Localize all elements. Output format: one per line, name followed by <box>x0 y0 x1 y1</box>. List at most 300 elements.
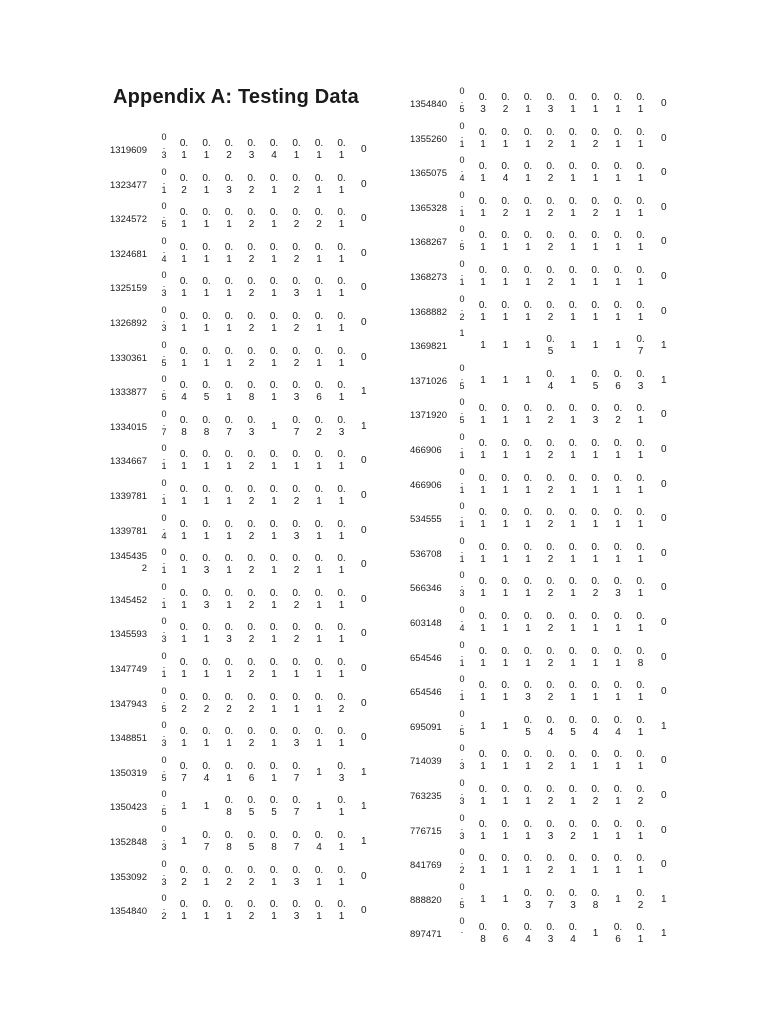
value-part: 0. <box>337 760 346 772</box>
value-cell <box>332 865 352 889</box>
value-part: 1 <box>637 207 644 219</box>
value-cell <box>496 922 516 946</box>
value-part: 2 <box>293 323 300 334</box>
first-value-part: . <box>162 660 166 670</box>
value-part: 0. <box>636 749 645 761</box>
value-part: 0. <box>613 230 623 242</box>
table-row <box>110 306 380 340</box>
value-cell <box>473 680 493 704</box>
first-value-part: 1 <box>459 328 465 339</box>
value-part: 1 <box>181 599 187 611</box>
value-part: 0. <box>247 795 256 807</box>
first-value-part: . <box>460 717 464 728</box>
value-part: 8 <box>271 842 277 853</box>
class-label: 0 <box>661 547 667 559</box>
value-part: 0. <box>478 541 488 553</box>
first-value-cell <box>158 825 170 852</box>
value-part: 0. <box>568 611 578 622</box>
value-part: 1 <box>316 703 322 715</box>
value-cell <box>174 726 194 750</box>
value-part: 0. <box>568 265 578 276</box>
value-cell <box>496 230 516 254</box>
value-cell <box>219 415 239 439</box>
row-id: 1326892 <box>110 318 147 329</box>
value-part: 0. <box>591 403 600 415</box>
value-cell <box>563 576 583 600</box>
value-cell <box>287 484 307 508</box>
row-id: 1339781 <box>110 525 147 537</box>
value-part: 4 <box>181 392 187 404</box>
value-part: 1 <box>203 357 210 369</box>
value-part: 2 <box>293 357 300 369</box>
table-row <box>410 295 680 329</box>
value-part: 1 <box>338 911 345 923</box>
value-part: 0. <box>568 576 578 588</box>
value-part: 1 <box>615 104 621 115</box>
value-part: 7 <box>637 346 644 358</box>
value-part: 1 <box>316 253 322 265</box>
value-part: 1 <box>637 623 644 634</box>
first-value-part: 0 <box>459 847 465 858</box>
value-cell <box>608 196 628 220</box>
value-cell <box>332 242 352 266</box>
first-value-part: 0 <box>161 651 167 661</box>
value-cell <box>197 173 217 197</box>
value-cell <box>473 473 493 497</box>
value-part: 1 <box>293 150 300 161</box>
value-part: 0. <box>591 265 600 276</box>
value-part: 1 <box>525 830 531 842</box>
value-part: 0. <box>247 726 256 738</box>
value-cell <box>518 375 538 387</box>
value-part: 0. <box>224 241 234 253</box>
value-part: 1 <box>570 173 576 185</box>
value-cell <box>174 311 194 335</box>
class-label: 1 <box>361 801 367 813</box>
value-part: 4 <box>203 772 210 784</box>
value-part: 1 <box>293 669 300 680</box>
first-value-part: 0 <box>161 478 167 488</box>
value-cell <box>496 507 516 531</box>
value-part: 0. <box>269 449 279 461</box>
value-part: 1 <box>637 726 644 738</box>
row-id: 534555 <box>410 514 442 526</box>
value-part: 1 <box>502 865 509 877</box>
value-part: 1 <box>480 374 486 386</box>
value-part: 3 <box>248 150 255 161</box>
value-part: 0. <box>568 92 578 103</box>
value-part: 1 <box>316 496 322 507</box>
value-cell <box>496 92 516 116</box>
value-part: 0. <box>523 611 533 622</box>
value-part: 0. <box>224 760 234 772</box>
value-part: 2 <box>547 623 554 634</box>
value-part: 0. <box>546 403 555 415</box>
value-part: 0. <box>337 553 346 565</box>
value-cell <box>264 622 284 646</box>
value-cell <box>242 761 262 785</box>
first-value-cell <box>158 756 170 783</box>
value-cell <box>586 473 606 497</box>
value-part: 0. <box>546 230 555 242</box>
value-part: 0. <box>314 864 324 876</box>
row-id: 776715 <box>410 825 442 837</box>
value-part: 0. <box>314 241 324 253</box>
value-part: 2 <box>248 530 255 542</box>
value-part: 1 <box>570 865 576 877</box>
value-cell <box>264 657 284 681</box>
value-part: 0. <box>202 276 211 288</box>
value-cell <box>586 853 606 877</box>
value-cell <box>496 340 516 352</box>
value-cell <box>563 749 583 773</box>
value-cell <box>608 819 628 843</box>
value-cell <box>541 403 561 427</box>
table-row <box>410 87 680 121</box>
value-part: 1 <box>338 323 345 334</box>
value-part: 0. <box>501 92 510 103</box>
value-part: 0. <box>224 726 234 738</box>
value-part: 1 <box>592 450 599 461</box>
value-cell <box>563 340 583 352</box>
value-part: 1 <box>502 623 509 634</box>
value-cell <box>219 138 239 162</box>
value-part: 0. <box>523 126 533 138</box>
first-value-part: 4 <box>459 173 465 184</box>
class-label: 1 <box>661 893 667 905</box>
value-cell <box>332 415 352 439</box>
value-part: 1 <box>203 150 210 161</box>
value-cell <box>309 346 329 370</box>
first-value-part: . <box>460 198 464 209</box>
value-part: 2 <box>592 796 599 807</box>
value-cell <box>608 784 628 808</box>
value-part: 2 <box>592 138 599 150</box>
value-part: 0. <box>501 161 510 173</box>
table-row <box>410 779 680 813</box>
value-cell <box>332 207 352 231</box>
class-label: 0 <box>361 628 367 640</box>
value-cell <box>496 784 516 808</box>
value-part: 1 <box>226 565 232 577</box>
value-part: 0. <box>636 611 645 622</box>
value-part: 0. <box>501 784 510 795</box>
value-cell <box>496 542 516 566</box>
value-part: 1 <box>592 865 599 877</box>
first-value-part: . <box>460 787 464 797</box>
value-cell <box>608 715 628 739</box>
row-id: 1368882 <box>410 306 447 318</box>
value-cell <box>332 588 352 612</box>
value-part: 0. <box>613 749 623 761</box>
value-part: 0. <box>269 622 279 634</box>
value-part: 1 <box>316 150 322 161</box>
value-part: 2 <box>248 599 255 611</box>
first-value-part: 0 <box>161 581 167 592</box>
row-id: 1345593 <box>110 629 147 641</box>
value-cell <box>309 553 329 577</box>
value-part: 2 <box>248 323 255 334</box>
first-value-part: . <box>460 164 464 175</box>
value-cell <box>586 300 606 324</box>
value-part: 1 <box>181 357 187 369</box>
value-cell <box>332 484 352 508</box>
value-part: 0. <box>337 830 346 841</box>
class-label: 1 <box>361 386 367 398</box>
value-part: 0. <box>337 311 346 322</box>
value-part: 8 <box>181 426 187 438</box>
value-part: 3 <box>293 530 300 542</box>
value-cell <box>541 680 561 704</box>
value-part: 2 <box>338 703 345 715</box>
value-part: 0. <box>224 380 234 392</box>
value-part: 3 <box>293 288 300 300</box>
value-part: 1 <box>570 374 576 386</box>
value-part: 0. <box>224 276 234 288</box>
value-part: 1 <box>338 807 345 819</box>
row-id: 1350423 <box>110 802 147 814</box>
value-part: 0. <box>636 438 645 449</box>
value-part: 1 <box>637 761 644 773</box>
value-part: 1 <box>316 357 322 369</box>
value-part: 0. <box>613 299 623 311</box>
value-cell <box>518 888 538 912</box>
value-part: 0. <box>501 195 510 207</box>
value-part: 2 <box>248 219 255 231</box>
value-cell <box>563 784 583 808</box>
value-cell <box>518 749 538 773</box>
first-value-cell <box>158 617 170 644</box>
first-value-part: 1 <box>161 669 167 679</box>
value-cell <box>309 726 329 750</box>
value-cell <box>541 922 561 946</box>
value-part: 0. <box>568 714 578 726</box>
value-part: 0. <box>613 818 623 830</box>
class-label: 0 <box>661 305 667 317</box>
value-part: 0. <box>247 864 256 876</box>
value-part: 3 <box>547 830 554 842</box>
value-part: 1 <box>615 893 621 905</box>
value-part: 0. <box>523 438 533 449</box>
value-part: 0. <box>636 818 645 830</box>
row-id-part: 2 <box>141 563 147 575</box>
value-part: 3 <box>293 738 300 750</box>
value-part: 1 <box>615 484 621 496</box>
value-part: 0. <box>591 887 600 899</box>
row-id: 1339781 <box>110 491 147 502</box>
table-row <box>110 341 380 375</box>
first-value-part: . <box>162 141 166 151</box>
value-part: 0. <box>292 241 301 253</box>
first-value-part: 0 <box>161 754 167 765</box>
value-part: 1 <box>226 599 232 611</box>
value-part: 0. <box>269 172 279 184</box>
value-cell <box>631 230 651 254</box>
value-cell <box>586 127 606 151</box>
value-part: 1 <box>271 184 277 196</box>
value-part: 8 <box>248 392 255 404</box>
value-part: 0. <box>591 541 600 553</box>
value-part: 0. <box>337 587 346 599</box>
value-cell <box>174 242 194 266</box>
value-part: 1 <box>338 184 345 196</box>
value-part: 1 <box>592 657 599 669</box>
value-cell <box>287 173 307 197</box>
class-label: 0 <box>661 651 667 663</box>
value-part: 0. <box>224 484 234 495</box>
value-part: 0. <box>314 622 324 634</box>
first-value-part: . <box>162 417 166 428</box>
value-cell <box>197 519 217 543</box>
value-part: 0. <box>636 472 645 484</box>
value-part: 1 <box>316 766 322 778</box>
first-value-cell <box>456 883 468 910</box>
value-cell <box>608 507 628 531</box>
value-part: 1 <box>570 415 576 427</box>
first-value-part: . <box>460 821 464 832</box>
value-part: 0. <box>292 657 301 668</box>
value-cell <box>332 795 352 819</box>
value-part: 0. <box>224 311 234 322</box>
value-cell <box>197 415 217 439</box>
first-value-part: 0 <box>161 374 167 385</box>
value-part: 0. <box>501 299 510 311</box>
value-cell <box>541 715 561 739</box>
value-cell <box>309 380 329 404</box>
value-part: 2 <box>547 138 554 150</box>
value-part: 0. <box>546 334 555 346</box>
value-part: 1 <box>592 311 599 323</box>
value-part: 0. <box>568 680 578 692</box>
value-part: 1 <box>570 450 576 461</box>
value-part: 7 <box>203 842 210 853</box>
first-value-part: 0 <box>459 224 465 235</box>
value-part: 1 <box>181 565 187 577</box>
value-part: 0. <box>179 414 189 426</box>
value-cell <box>174 657 194 681</box>
value-part: 0. <box>247 899 256 911</box>
value-part: 0. <box>292 760 301 772</box>
value-cell <box>518 265 538 289</box>
value-part: 0. <box>269 726 279 738</box>
value-part: 1 <box>271 876 277 888</box>
value-part: 0. <box>546 887 555 899</box>
value-part: 1 <box>338 253 345 265</box>
value-cell <box>332 692 352 716</box>
value-part: 1 <box>226 461 232 473</box>
table-row <box>110 825 380 859</box>
value-part: 2 <box>547 311 554 323</box>
value-part: 1 <box>637 865 644 877</box>
value-cell <box>174 836 194 848</box>
value-cell <box>496 646 516 670</box>
value-part: 5 <box>248 807 255 819</box>
value-cell <box>586 749 606 773</box>
table-row <box>410 710 680 744</box>
value-cell <box>541 853 561 877</box>
value-part: 0. <box>636 576 645 588</box>
value-cell <box>309 865 329 889</box>
value-part: 0. <box>568 922 578 934</box>
class-label: 0 <box>361 317 367 328</box>
value-part: 0. <box>636 922 645 934</box>
row-id: 1319609 <box>110 145 147 156</box>
value-cell <box>242 830 262 854</box>
first-value-part: 0 <box>459 120 465 131</box>
value-part: 0. <box>314 830 324 841</box>
value-part: 0. <box>523 161 533 173</box>
value-part: 0. <box>337 899 346 911</box>
value-part: 0. <box>314 691 324 703</box>
value-cell <box>242 692 262 716</box>
value-part: 2 <box>248 703 255 715</box>
value-cell <box>631 507 651 531</box>
value-cell <box>563 853 583 877</box>
table-row <box>110 652 380 686</box>
first-value-part: 3 <box>459 830 465 841</box>
row-id: 603148 <box>410 618 442 629</box>
value-part: 0. <box>568 438 578 449</box>
value-part: 0. <box>568 645 578 657</box>
value-cell <box>586 403 606 427</box>
value-part: 0. <box>501 611 510 622</box>
first-value-part: 2 <box>459 865 465 876</box>
value-part: 0. <box>202 622 211 634</box>
value-cell <box>287 138 307 162</box>
first-value-part: 0 <box>161 235 167 246</box>
value-cell <box>174 449 194 473</box>
value-part: 0. <box>202 553 211 565</box>
value-part: 1 <box>592 173 599 185</box>
value-part: 1 <box>203 876 210 888</box>
value-cell <box>541 161 561 185</box>
first-value-part: 1 <box>161 461 167 472</box>
value-part: 0. <box>501 576 510 588</box>
value-cell <box>287 346 307 370</box>
first-value-cell <box>158 306 170 333</box>
value-part: 0. <box>613 922 623 934</box>
value-part: 1 <box>592 519 599 531</box>
value-part: 1 <box>203 288 210 300</box>
value-part: 2 <box>181 876 187 888</box>
value-part: 2 <box>547 796 554 807</box>
value-part: 2 <box>203 703 210 715</box>
value-part: 1 <box>570 657 576 669</box>
first-value-part: 5 <box>459 415 465 426</box>
first-value-part: 7 <box>161 426 167 437</box>
value-part: 3 <box>226 634 232 646</box>
value-part: 0. <box>292 795 301 807</box>
value-cell <box>563 230 583 254</box>
value-part: 1 <box>293 461 300 473</box>
value-part: 0. <box>523 230 533 242</box>
value-part: 3 <box>637 380 644 392</box>
value-part: 0. <box>202 830 211 841</box>
class-label: 1 <box>361 836 367 847</box>
value-part: 1 <box>338 738 345 750</box>
value-part: 1 <box>480 173 486 185</box>
first-value-cell <box>456 156 468 183</box>
value-cell <box>496 894 516 906</box>
value-part: 1 <box>271 253 277 265</box>
value-cell <box>608 127 628 151</box>
first-value-part: . <box>460 268 464 278</box>
value-part: 3 <box>338 772 345 784</box>
value-part: 0. <box>568 784 578 795</box>
value-cell <box>332 899 352 923</box>
value-cell <box>518 196 538 220</box>
value-part: 3 <box>570 899 576 911</box>
